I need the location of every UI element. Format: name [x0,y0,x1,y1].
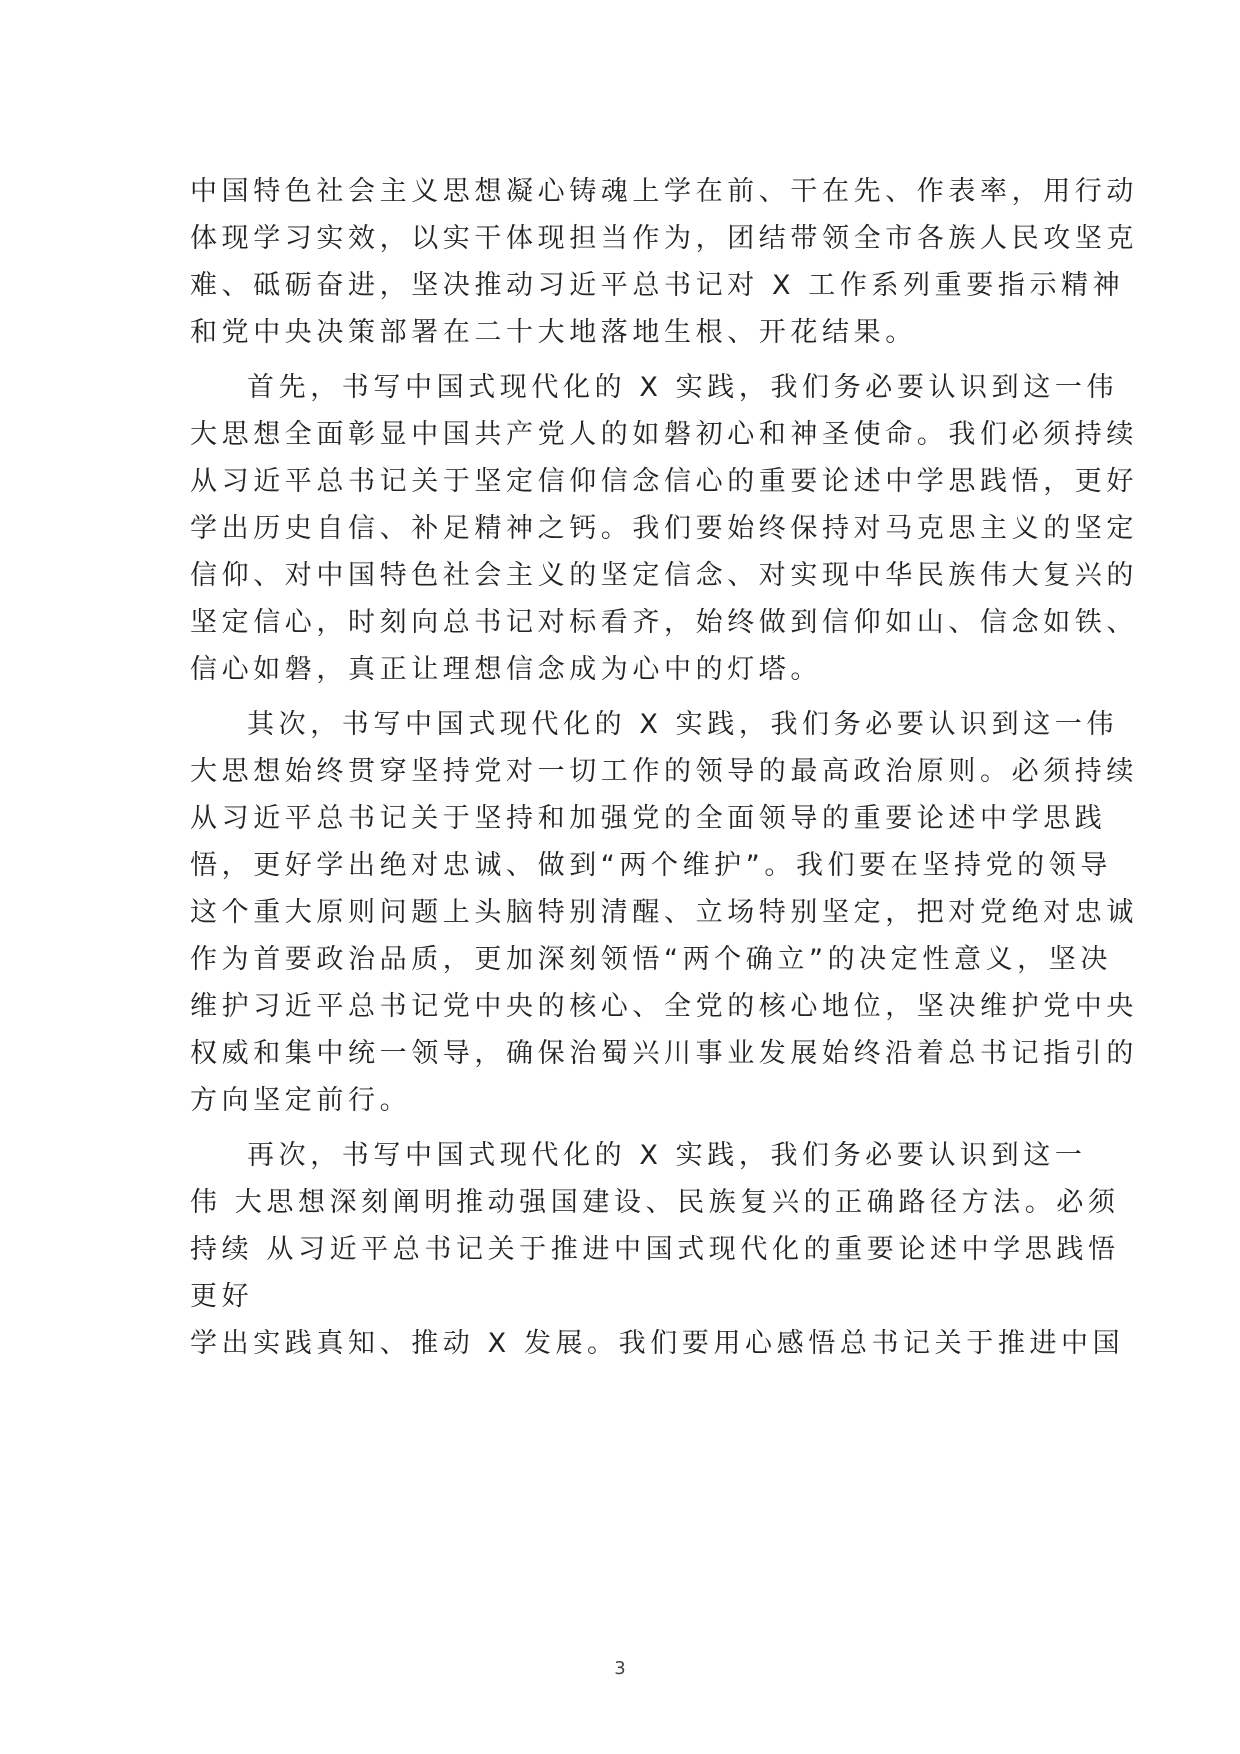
text-line: 坚定信心，时刻向总书记对标看齐，始终做到信仰如山、信念如铁、 [190,607,1138,638]
page-number: 3 [614,1658,626,1679]
paragraph [190,1132,1125,1367]
text-line: 维护习近平总书记党中央的核心、全党的核心地位，坚决维护党中央 [190,991,1138,1022]
document-body [190,168,1138,1375]
paragraph [190,701,1138,1124]
text-line: 作为首要政治品质，更加深刻领悟“两个确立”的决定性意义，坚决 [190,944,1112,975]
text-line: 持续 从习近平总书记关于推进中国式现代化的重要论述中学思践悟 [190,1234,1120,1265]
text-line: 大思想始终贯穿坚持党对一切工作的领导的最高政治原则。必须持续 [190,756,1138,787]
paragraph [190,364,1138,693]
text-line: 学出历史自信、补足精神之钙。我们要始终保持对马克思主义的坚定 [190,513,1138,544]
text-line: 方向坚定前行。 [190,1085,412,1116]
text-line: 和党中央决策部署在二十大地落地生根、开花结果。 [190,317,917,348]
paragraph [190,168,1138,356]
text-line: 体现学习实效，以实干体现担当作为，团结带领全市各族人民攻坚克 [190,223,1138,254]
text-line: 大思想全面彰显中国共产党人的如磐初心和神圣使命。我们必须持续 [190,419,1138,450]
text-line: 从习近平总书记关于坚定信仰信念信心的重要论述中学思践悟，更好 [190,466,1138,497]
text-line: 信仰、对中国特色社会主义的坚定信念、对实现中华民族伟大复兴的 [190,560,1138,591]
text-line: 这个重大原则问题上头脑特别清醒、立场特别坚定，把对党绝对忠诚 [190,897,1138,928]
text-line: 中国特色社会主义思想凝心铸魂上学在前、干在先、作表率，用行动 [190,176,1138,207]
text-line: 权威和集中统一领导，确保治蜀兴川事业发展始终沿着总书记指引的 [190,1038,1138,1069]
text-line: 信心如磐，真正让理想信念成为心中的灯塔。 [190,654,822,685]
text-line: 更好 [190,1281,254,1312]
text-line: 再次，书写中国式现代化的 X 实践，我们务必要认识到这一 [247,1140,1087,1171]
text-line: 学出实践真知、推动 X 发展。我们要用心感悟总书记关于推进中国 [190,1328,1125,1359]
text-line: 伟 大思想深刻阐明推动强国建设、民族复兴的正确路径方法。必须 [190,1187,1120,1218]
text-line: 难、砥砺奋进，坚决推动习近平总书记对 X 工作系列重要指示精神 [190,270,1125,301]
text-line: 其次，书写中国式现代化的 X 实践，我们务必要认识到这一伟 [247,709,1119,740]
text-line: 从习近平总书记关于坚持和加强党的全面领导的重要论述中学思践 [190,803,1107,834]
text-line: 悟，更好学出绝对忠诚、做到“两个维护”。我们要在坚持党的领导 [190,850,1112,881]
text-line: 首先，书写中国式现代化的 X 实践，我们务必要认识到这一伟 [247,372,1119,403]
